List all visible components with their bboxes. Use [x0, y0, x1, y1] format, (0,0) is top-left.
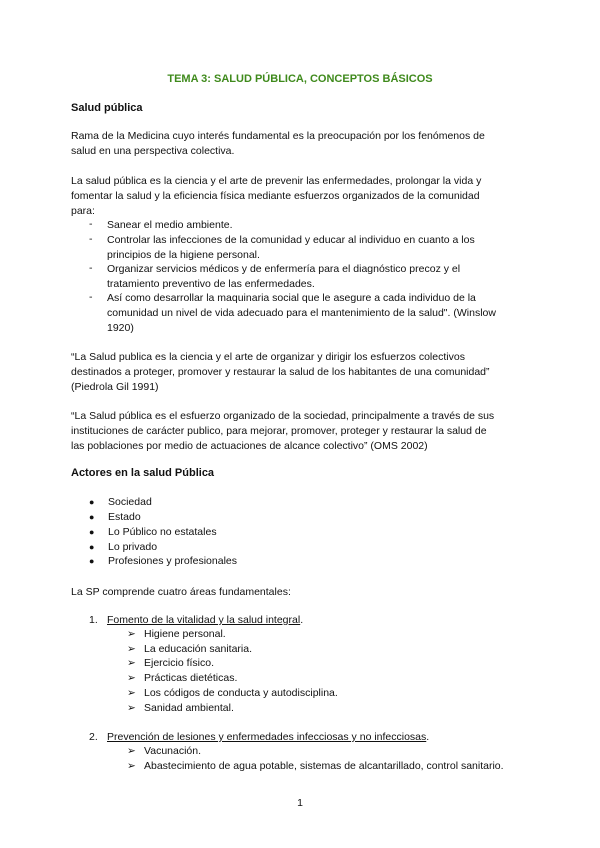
text-line: Sanidad ambiental.	[144, 702, 234, 714]
text-line: Controlar las infecciones de la comunidad y educar al individuo en cuanto a los	[107, 234, 475, 246]
number-marker: 1.	[89, 614, 98, 626]
text-line: Rama de la Medicina cuyo interés fundamental es la preocupación por los fenómenos de	[71, 130, 485, 142]
arrow-marker: ➢	[127, 628, 136, 640]
arrow-marker: ➢	[127, 672, 136, 684]
document-title: TEMA 3: SALUD PÚBLICA, CONCEPTOS BÁSICOS	[167, 73, 433, 85]
text-line: Los códigos de conducta y autodisciplina.	[144, 687, 338, 699]
dash-marker: -	[89, 262, 93, 274]
text-line: destinados a proteger, promover y restaurar la salud de los habitantes de una comunidad”	[71, 365, 490, 378]
bullet-marker: ●	[89, 556, 95, 566]
area-title-suffix: .	[426, 731, 430, 743]
text-line: La salud pública es la ciencia y el arte de prevenir las enfermedades, prolongar la vida y	[71, 175, 482, 187]
text-line: tratamiento preventivo de las enfermedades.	[107, 277, 315, 290]
bullet-marker: ●	[89, 497, 95, 507]
text-line: comunidad un nivel de vida adecuado para el mantenimiento de la salud". (Winslow	[107, 306, 496, 319]
text-line: Sanear el medio ambiente.	[107, 219, 233, 231]
text-line: La educación sanitaria.	[144, 643, 252, 655]
text-line: 1920)	[107, 321, 134, 334]
number-marker: 2.	[89, 731, 98, 743]
definition-paragraph-1	[71, 129, 529, 159]
text-line: Profesiones y profesionales	[108, 555, 237, 567]
text-line: Organizar servicios médicos y de enfermería para el diagnóstico precoz y el	[107, 263, 461, 275]
arrow-marker: ➢	[127, 643, 136, 655]
bullet-marker: ●	[89, 512, 95, 522]
dash-marker: -	[89, 233, 93, 245]
definition-paragraph-2	[71, 174, 529, 218]
quote-piedrola	[71, 350, 529, 394]
text-line: “La Salud publica es la ciencia y el arte de organizar y dirigir los esfuerzos colectivos	[71, 351, 465, 363]
text-line: para:	[71, 204, 95, 217]
arrow-marker: ➢	[127, 745, 136, 757]
text-line: salud en una perspectiva colectiva.	[71, 144, 235, 157]
area-title-suffix: .	[300, 614, 304, 626]
text-line: “La Salud pública es el esfuerzo organizado de la sociedad, principalmente a través de sus	[71, 410, 495, 422]
text-line: las poblaciones por medio de actuaciones de alcance colectivo” (OMS 2002)	[71, 439, 428, 452]
page-number: 1	[297, 797, 303, 809]
text-line: Lo privado	[108, 541, 158, 553]
quote-oms	[71, 409, 529, 453]
text-line: Así como desarrollar la maquinaria social que le asegure a cada individuo de la	[107, 292, 476, 304]
bullet-marker: ●	[89, 542, 95, 552]
text-line: Sociedad	[108, 496, 152, 508]
section-heading-actores: Actores en la salud Pública	[71, 467, 215, 479]
area-title: Fomento de la vitalidad y la salud integral	[107, 614, 301, 626]
dash-marker: -	[89, 218, 93, 230]
text-line: instituciones de carácter publico, para mejorar, promover, proteger y restaurar la salud de	[71, 424, 487, 437]
area-title: Prevención de lesiones y enfermedades infecciosas y no infecciosas	[107, 731, 427, 743]
text-line: Ejercicio físico.	[144, 657, 215, 669]
section-heading-salud-publica: Salud pública	[71, 102, 143, 114]
areas-intro: La SP comprende cuatro áreas fundamentales:	[71, 586, 291, 598]
text-line: Higiene personal.	[144, 628, 226, 640]
dash-marker: -	[89, 291, 93, 303]
text-line: Prácticas dietéticas.	[144, 672, 238, 684]
text-line: Lo Público no estatales	[108, 526, 217, 538]
text-line: principios de la higiene personal.	[107, 248, 260, 261]
arrow-marker: ➢	[127, 702, 136, 714]
text-line: Estado	[108, 511, 141, 523]
text-line: (Piedrola Gil 1991)	[71, 380, 159, 393]
arrow-marker: ➢	[127, 657, 136, 669]
arrow-marker: ➢	[127, 687, 136, 699]
text-line: Vacunación.	[144, 745, 202, 757]
text-line: fomentar la salud y la eficiencia física mediante esfuerzos organizados de la comunidad	[71, 189, 480, 202]
bullet-marker: ●	[89, 527, 95, 537]
text-line: Abastecimiento de agua potable, sistemas de alcantarillado, control sanitario.	[144, 760, 504, 772]
arrow-marker: ➢	[127, 760, 136, 772]
